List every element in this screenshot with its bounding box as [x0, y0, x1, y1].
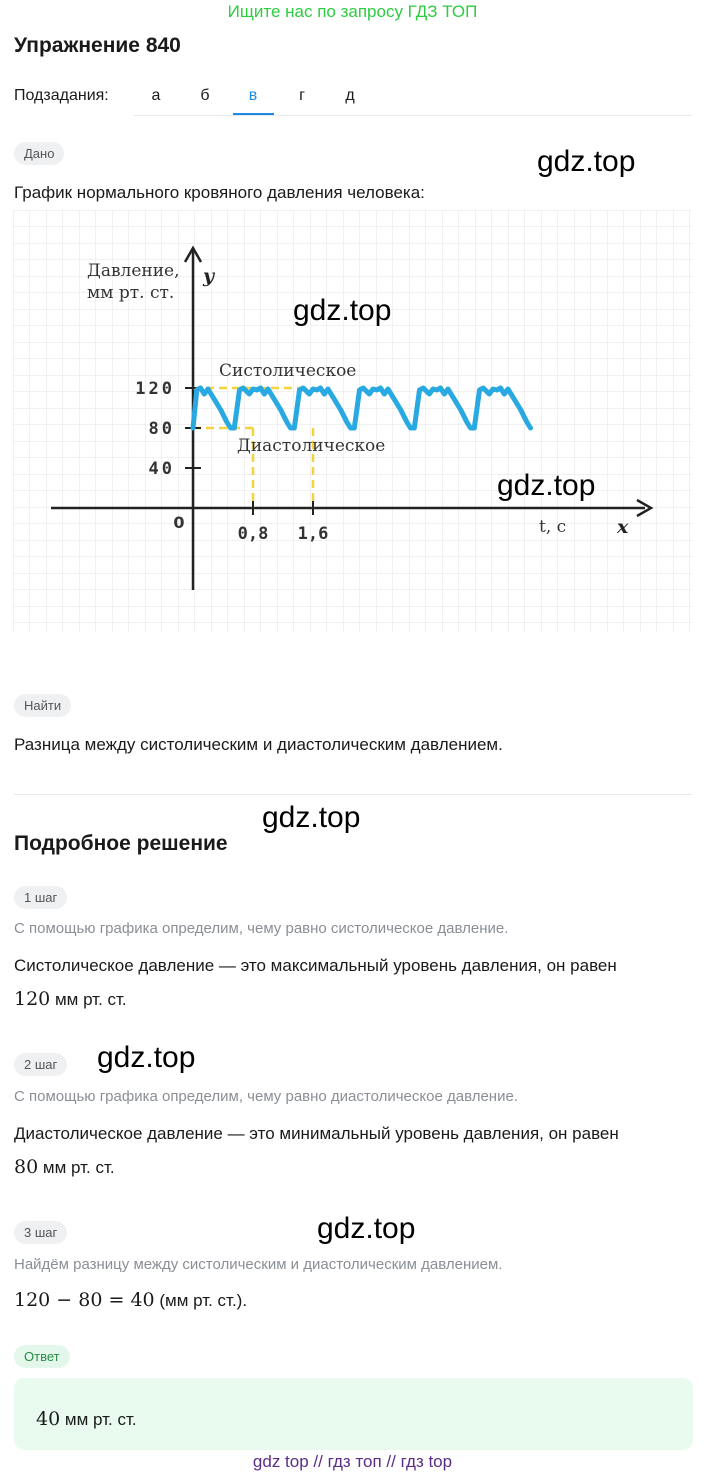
diastolic-annotation: Диастолическое [237, 436, 386, 456]
step-1-text: Систолическое давление — это максимальный уровень давления, он равен [14, 956, 617, 975]
systolic-annotation: Систолическое [219, 361, 357, 381]
step-2-chip: 2 шаг [14, 1053, 67, 1076]
step-2-result [14, 1156, 115, 1178]
watermark: gdz.top [293, 294, 392, 327]
step-1-hint: С помощью графика определим, чему равно систолическое давление. [14, 920, 509, 937]
answer-chip: Ответ [14, 1345, 70, 1368]
y-axis-title-unit: мм рт. ст. [87, 283, 175, 303]
step-3-formula: 120 − 80 = 40 [14, 1289, 155, 1311]
watermark: gdz.top [497, 469, 596, 502]
promo-banner[interactable]: Ищите нас по запросу ГДЗ ТОП [227, 2, 478, 21]
tab-d[interactable]: д [345, 87, 355, 104]
answer-unit: мм рт. ст. [60, 1410, 137, 1429]
y-tick-label: 40 [148, 459, 175, 479]
subtask-tabs [134, 75, 692, 116]
watermark: gdz.top [317, 1212, 416, 1245]
find-chip: Найти [14, 694, 71, 717]
watermark: gdz.top [537, 145, 636, 178]
watermark: gdz.top [262, 801, 361, 834]
find-text: Разница между систолическим и диастолическим давлением. [14, 735, 503, 754]
step-1-number: 120 [14, 988, 51, 1010]
subtasks-label: Подзадания: [14, 87, 109, 104]
step-1-chip: 1 шаг [14, 886, 67, 909]
x-axis-letter: x [617, 516, 629, 538]
step-1-result [14, 988, 127, 1010]
pressure-chart [13, 210, 692, 632]
solution-title: Подробное решение [14, 832, 228, 855]
step-2-unit: мм рт. ст. [38, 1158, 115, 1177]
step-2-text: Диастолическое давление — это минимальный уровень давления, он равен [14, 1124, 619, 1143]
step-3-hint: Найдём разницу между систолическим и диастолическим давлением. [14, 1256, 503, 1273]
tab-a[interactable]: а [151, 87, 161, 104]
tab-g[interactable]: г [299, 87, 305, 104]
watermark: gdz.top [97, 1041, 196, 1074]
tab-v[interactable]: в [248, 87, 258, 104]
x-axis-title: t, с [539, 517, 567, 537]
active-tab-indicator [233, 113, 274, 115]
x-tick-label: 1,6 [297, 524, 329, 544]
step-2-hint: С помощью графика определим, чему равно диастолическое давление. [14, 1088, 518, 1105]
y-axis-letter: y [203, 265, 215, 287]
answer-box [14, 1378, 693, 1450]
answer-number: 40 [36, 1408, 61, 1430]
y-axis-title: Давление, [87, 261, 180, 281]
step-3-result [14, 1289, 247, 1311]
step-2-number: 80 [14, 1156, 39, 1178]
page-title: Упражнение 840 [14, 34, 181, 57]
footer-links[interactable]: gdz top // гдз топ // гдз top [252, 1452, 453, 1471]
step-1-unit: мм рт. ст. [50, 990, 127, 1009]
origin-label: 0 [173, 513, 185, 532]
y-tick-label: 120 [135, 379, 175, 399]
step-3-unit: (мм рт. ст.). [154, 1291, 248, 1310]
y-tick-label: 80 [148, 419, 175, 439]
given-chip: Дано [14, 142, 64, 165]
x-tick-label: 0,8 [237, 524, 269, 544]
given-text: График нормального кровяного давления человека: [14, 183, 425, 202]
answer-value [36, 1408, 137, 1430]
step-3-chip: 3 шаг [14, 1221, 67, 1244]
tab-b[interactable]: б [200, 87, 210, 104]
section-divider [14, 794, 692, 795]
